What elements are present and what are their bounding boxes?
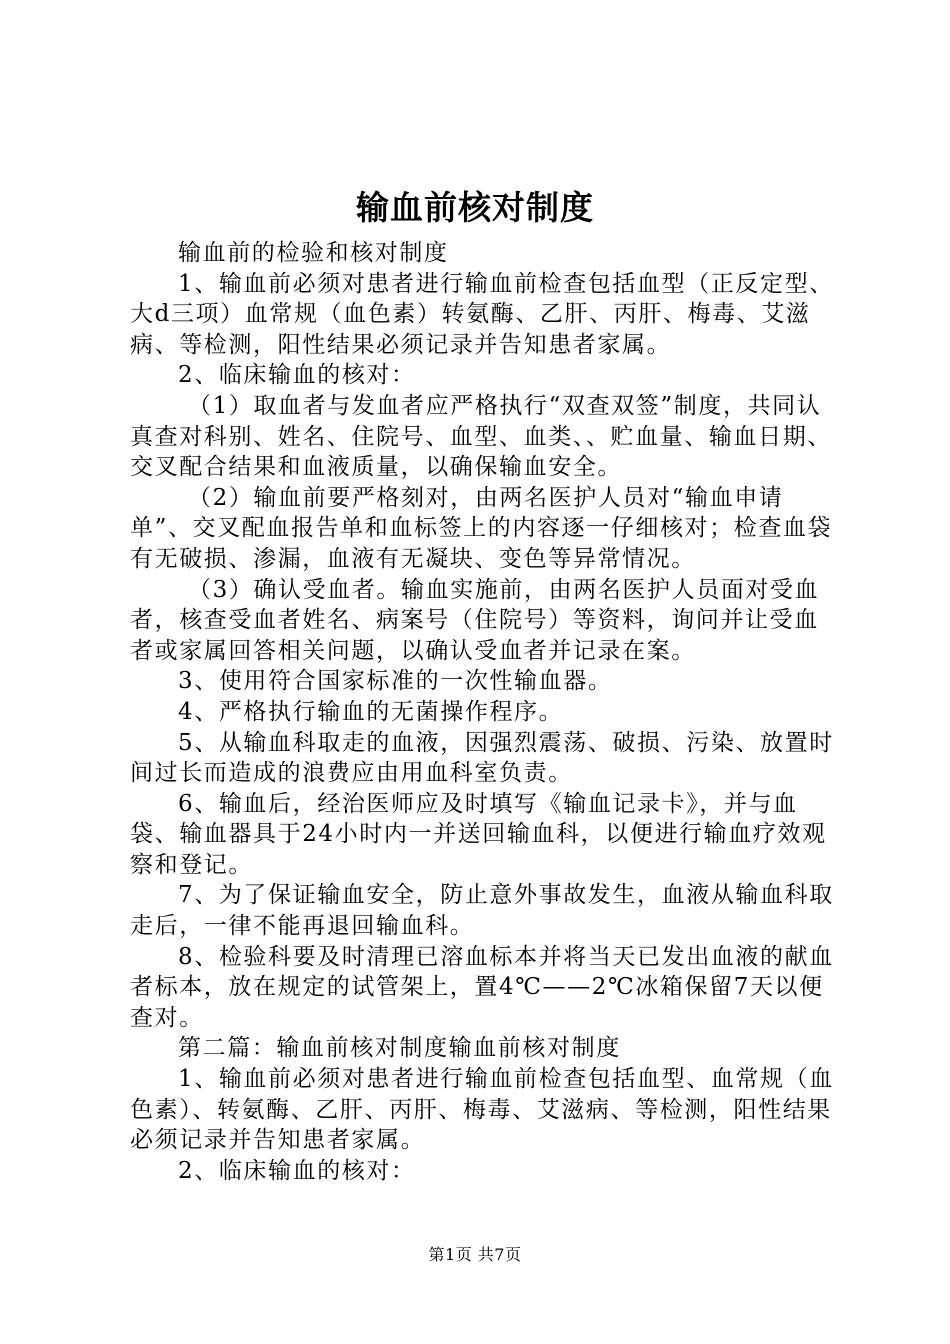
page-number-footer: 第1页 共7页	[428, 1245, 522, 1264]
paragraph-subitem-1: （1）取血者与发血者应严格执行“双查双签”制度，共同认真查对科别、姓名、住院号、血型、血类、、贮血量、输血日期、交叉配合结果和血液质量，以确保输血安全。	[130, 392, 832, 481]
paragraph-part-two-item-2: 2、临床输血的核对：	[178, 1157, 416, 1184]
paragraph-item-6: 6、输血后，经治医师应及时填写《输血记录卡》，并与血袋、输血器具于24小时内一并送回输血科，以便进行输血疗效观察和登记。	[130, 790, 827, 878]
paragraph-subitem-3: （3）确认受血者。输血实施前，由两名医护人员面对受血者，核查受血者姓名、病案号（住院号）等资料，询问并让受血者或家属回答相关问题，以确认受血者并记录在案。	[130, 576, 820, 664]
paragraph-item-7: 7、为了保证输血安全，防止意外事故发生，血液从输血科取走后，一律不能再退回输血科。	[130, 882, 834, 940]
paragraph-part-two-item-1: 1、输血前必须对患者进行输血前检查包括血型、血常规（血色素）、转氨酶、乙肝、丙肝、梅毒、艾滋病、等检测，阳性结果必须记录并告知患者家属。	[130, 1066, 834, 1154]
paragraph-subtitle: 输血前的检验和核对制度	[178, 240, 449, 266]
document-body	[130, 238, 842, 1186]
paragraph-item-1: 1、输血前必须对患者进行输血前检查包括血型（正反定型、大d三项）血常规（血色素）转氨酶、乙肝、丙肝、梅毒、艾滋病、等检测，阳性结果必须记录并告知患者家属。	[130, 270, 834, 358]
paragraph-item-2: 2、临床输血的核对：	[178, 362, 416, 389]
paragraph-item-8: 8、检验科要及时清理已溶血标本并将当天已发出血液的献血者标本，放在规定的试管架上，置4℃——2℃冰箱保留7天以便查对。	[130, 943, 834, 1031]
section-heading-part-two: 第二篇：输血前核对制度输血前核对制度	[178, 1035, 621, 1062]
paragraph-subitem-2: （2）输血前要严格刻对，由两名医护人员对“输血申请单”、交叉配血报告单和血标签上的内容逐一仔细核对；检查血袋有无破损、渗漏，血液有无凝块、变色等异常情况。	[130, 484, 833, 572]
paragraph-item-3: 3、使用符合国家标准的一次性输血器。	[178, 668, 613, 695]
paragraph-item-5: 5、从输血科取走的血液，因强烈震荡、破损、污染、放置时间过长而造成的浪费应由用血科室负责。	[130, 729, 834, 787]
document-title: 输血前核对制度	[356, 188, 594, 227]
paragraph-item-4: 4、严格执行输血的无菌操作程序。	[178, 698, 564, 725]
